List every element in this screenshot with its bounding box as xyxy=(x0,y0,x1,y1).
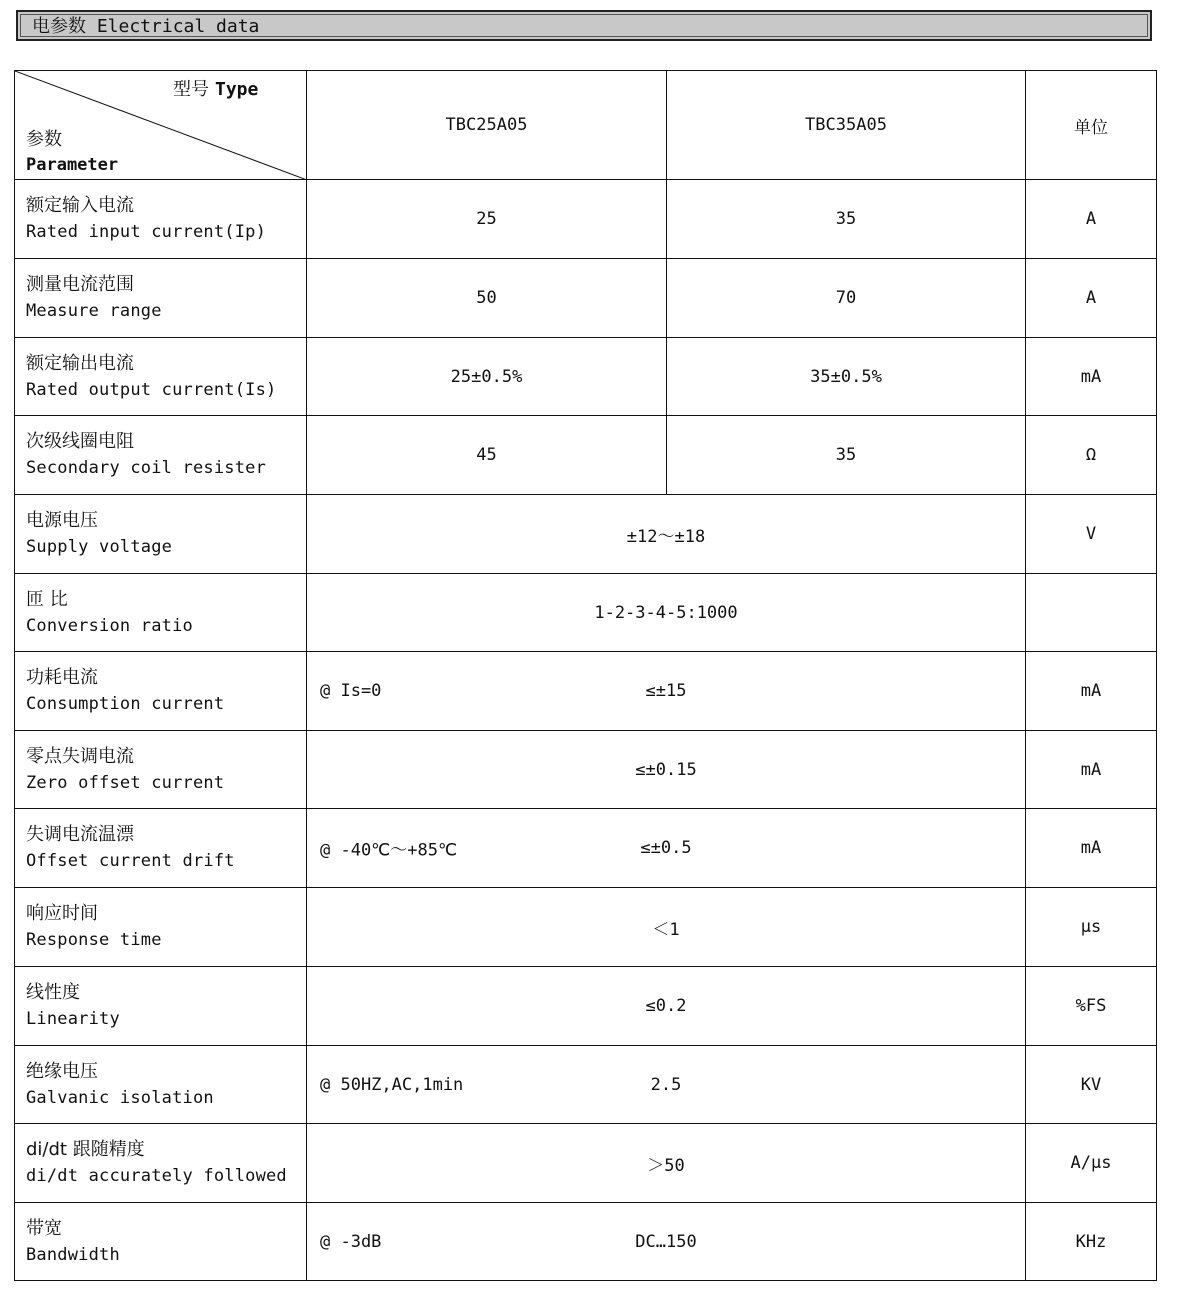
model-2-value: 35 xyxy=(667,416,1026,495)
shared-value-cell xyxy=(307,1046,1026,1124)
test-condition: @ Is=0 xyxy=(320,681,382,701)
table-row xyxy=(15,338,1157,416)
table-row xyxy=(15,1046,1157,1124)
shared-value: ≤±0.5 xyxy=(640,838,692,858)
unit-value: %FS xyxy=(1026,967,1157,1046)
parameter-name-zh: 测量电流范围 xyxy=(26,274,134,295)
table-row xyxy=(15,180,1157,259)
table-row xyxy=(15,1203,1157,1281)
model-1-value: 45 xyxy=(307,416,667,495)
parameter-cell xyxy=(15,1203,307,1281)
unit-value: A xyxy=(1026,180,1157,259)
table-row xyxy=(15,809,1157,888)
shared-value-cell xyxy=(307,652,1026,731)
test-condition: @ 50HZ,AC,1min xyxy=(320,1074,464,1095)
table-row xyxy=(15,495,1157,574)
table-row xyxy=(15,1124,1157,1203)
parameter-name-en: Supply voltage xyxy=(26,537,173,557)
parameter-cell xyxy=(15,259,307,338)
parameter-name-en: Response time xyxy=(26,930,162,950)
model-1-value: 50 xyxy=(307,259,667,338)
parameter-name-zh: 电源电压 xyxy=(26,510,98,531)
test-condition: @ -40℃～+85℃ xyxy=(320,840,458,861)
parameter-name-zh: 响应时间 xyxy=(26,903,98,924)
section-title: 电参数 Electrical data xyxy=(32,16,260,37)
unit-value: A/μs xyxy=(1026,1124,1157,1203)
table-row xyxy=(15,967,1157,1046)
header-row xyxy=(15,71,1157,180)
unit-value: KHz xyxy=(1026,1203,1157,1281)
unit-value: mA xyxy=(1026,809,1157,888)
parameter-cell xyxy=(15,809,307,888)
param-label-zh: 参数 xyxy=(26,129,62,150)
unit-value: KV xyxy=(1026,1046,1157,1124)
shared-value: ≤±0.15 xyxy=(307,731,1026,809)
parameter-cell xyxy=(15,338,307,416)
parameter-name-en: Bandwidth xyxy=(26,1244,120,1265)
parameter-name-zh: di/dt 跟随精度 xyxy=(26,1139,145,1160)
parameter-name-zh: 额定输入电流 xyxy=(26,195,134,216)
unit-value: mA xyxy=(1026,338,1157,416)
model-2-value: 35±0.5% xyxy=(667,338,1026,416)
shared-value: DC…150 xyxy=(635,1231,697,1252)
model-1-header: TBC25A05 xyxy=(307,71,667,180)
unit-value: Ω xyxy=(1026,416,1157,495)
parameter-name-zh: 零点失调电流 xyxy=(26,745,134,767)
model-2-value: 35 xyxy=(667,180,1026,259)
unit-value: μs xyxy=(1026,888,1157,967)
parameter-cell xyxy=(15,180,307,259)
table-row xyxy=(15,888,1157,967)
shared-value: ≤0.2 xyxy=(307,967,1026,1046)
parameter-cell xyxy=(15,888,307,967)
parameter-name-en: Galvanic isolation xyxy=(26,1087,214,1108)
parameter-name-zh: 次级线圈电阻 xyxy=(26,431,134,452)
shared-value: ＞50 xyxy=(307,1124,1026,1203)
parameter-name-en: Consumption current xyxy=(26,694,225,714)
parameter-cell xyxy=(15,1046,307,1124)
parameter-cell xyxy=(15,574,307,652)
model-1-value: 25±0.5% xyxy=(307,338,667,416)
parameter-name-zh: 功耗电流 xyxy=(26,667,98,688)
shared-value-cell xyxy=(307,809,1026,888)
unit-value: mA xyxy=(1026,731,1157,809)
table-row xyxy=(15,731,1157,809)
model-2-header: TBC35A05 xyxy=(667,71,1026,180)
shared-value: 2.5 xyxy=(650,1074,682,1095)
table-row xyxy=(15,416,1157,495)
parameter-name-zh: 额定输出电流 xyxy=(26,352,134,374)
shared-value: ≤±15 xyxy=(645,681,687,701)
parameter-cell xyxy=(15,652,307,731)
parameter-name-zh: 失调电流温漂 xyxy=(26,824,134,845)
parameter-cell xyxy=(15,495,307,574)
parameter-name-en: Linearity xyxy=(26,1009,120,1029)
parameter-cell xyxy=(15,416,307,495)
parameter-name-zh: 匝 比 xyxy=(26,588,68,610)
parameter-name-en: di/dt accurately followed xyxy=(26,1166,287,1186)
parameter-name-en: Zero offset current xyxy=(26,772,225,793)
parameter-name-en: Rated input current(Ip) xyxy=(26,222,267,242)
parameter-name-en: Measure range xyxy=(26,301,162,321)
table-row xyxy=(15,574,1157,652)
test-condition: @ -3dB xyxy=(320,1231,382,1252)
parameter-name-zh: 线性度 xyxy=(26,982,80,1003)
shared-value: ＜1 xyxy=(307,888,1026,967)
table-row xyxy=(15,652,1157,731)
unit-value: mA xyxy=(1026,652,1157,731)
parameter-name-zh: 带宽 xyxy=(26,1217,62,1239)
model-1-value: 25 xyxy=(307,180,667,259)
unit-value: V xyxy=(1026,495,1157,574)
unit-value xyxy=(1026,574,1157,652)
unit-header: 单位 xyxy=(1026,71,1157,180)
parameter-cell xyxy=(15,731,307,809)
parameter-name-en: Conversion ratio xyxy=(26,615,193,636)
shared-value: 1-2-3-4-5:1000 xyxy=(307,574,1026,652)
section-title-bar xyxy=(16,10,1152,41)
diagonal-header-cell xyxy=(15,71,307,180)
table-row xyxy=(15,259,1157,338)
type-label: 型号 Type xyxy=(173,79,259,100)
parameter-name-en: Rated output current(Is) xyxy=(26,379,277,400)
electrical-data-table xyxy=(14,70,1157,1281)
param-label-en: Parameter xyxy=(26,155,119,175)
parameter-name-en: Offset current drift xyxy=(26,851,235,871)
shared-value: ±12～±18 xyxy=(307,495,1026,574)
parameter-name-zh: 绝缘电压 xyxy=(26,1060,98,1082)
shared-value-cell xyxy=(307,1203,1026,1281)
unit-value: A xyxy=(1026,259,1157,338)
parameter-cell xyxy=(15,967,307,1046)
parameter-name-en: Secondary coil resister xyxy=(26,458,267,478)
model-2-value: 70 xyxy=(667,259,1026,338)
parameter-cell xyxy=(15,1124,307,1203)
